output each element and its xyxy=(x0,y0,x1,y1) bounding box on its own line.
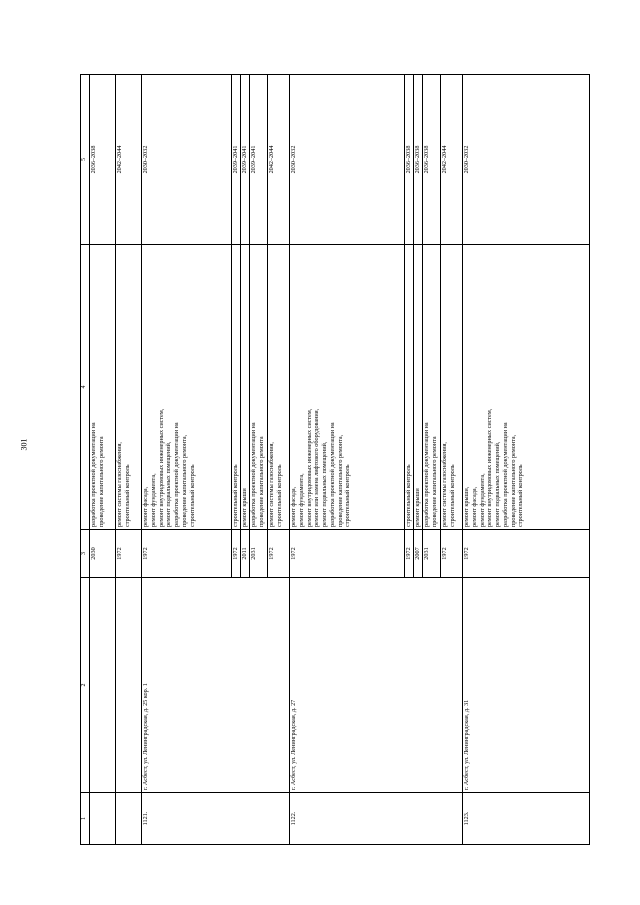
capital-repair-table xyxy=(80,74,590,845)
work-cell: ремонт системы газоснабжения, строительный контроль xyxy=(268,245,290,530)
work-cell: ремонт системы газоснабжения, строительный контроль xyxy=(441,245,463,530)
table-row xyxy=(463,75,590,845)
year-cell: 2031 xyxy=(423,530,441,578)
year-cell: 1972 xyxy=(441,530,463,578)
period-cell: 2030–2032 xyxy=(290,75,405,245)
work-cell: разработка проектной документации на проведение капитального ремонта xyxy=(90,245,116,530)
table-row xyxy=(90,75,116,845)
page-number: 301 xyxy=(19,438,29,451)
work-cell: ремонт системы газоснабжения, строительный контроль xyxy=(116,245,142,530)
year-cell: 1972 xyxy=(268,530,290,578)
table-row xyxy=(116,75,142,845)
header-col-3: 3 xyxy=(81,530,90,578)
rotated-table-container xyxy=(80,75,590,845)
period-cell: 2039–2041 xyxy=(241,75,250,245)
period-cell: 2042–2044 xyxy=(441,75,463,245)
header-col-5: 5 xyxy=(81,75,90,245)
row-number: 1123. xyxy=(463,793,590,845)
period-cell: 2036–2038 xyxy=(423,75,441,245)
work-cell: строительный контроль xyxy=(405,245,414,530)
row-number: 1122. xyxy=(290,793,463,845)
year-cell: 1972 xyxy=(405,530,414,578)
address-cell: г. Асбест, ул. Ленинградская, д. 27 xyxy=(290,578,463,793)
year-cell: 1972 xyxy=(290,530,405,578)
year-cell: 2030 xyxy=(90,530,116,578)
year-cell: 1972 xyxy=(463,530,590,578)
work-cell: разработка проектной документации на проведение капитального ремонта xyxy=(423,245,441,530)
period-cell: 2030–2032 xyxy=(463,75,590,245)
work-cell: ремонт крыши, ремонт фасада, ремонт фундамента, ремонт внутридомовых инженерных систем, ремонт подвальных помещений, разработка проектной документации на проведение капитального ремонта, строительный контроль xyxy=(463,245,590,530)
header-col-1: 1 xyxy=(81,793,90,845)
period-cell: 2039–2041 xyxy=(250,75,268,245)
address-cell: г. Асбест, ул. Ленинградская, д. 25 кор. 1 xyxy=(142,578,290,793)
work-cell: ремонт фасада, ремонт фундамента, ремонт внутридомовых инженерных систем, ремонт подвальных помещений, разработка проектной документации на проведение капитального ремонта, строительный контроль xyxy=(142,245,232,530)
header-col-4: 4 xyxy=(81,245,90,530)
header-row xyxy=(81,75,90,845)
year-cell: 1972 xyxy=(116,530,142,578)
work-cell: ремонт фасада, ремонт фундамента, ремонт внутридомовых инженерных систем, ремонт или замена лифтового оборудования, ремонт подвальных помещений, разработка проектной документации на проведение капитального ремонта, строительный контроль xyxy=(290,245,405,530)
work-cell: строительный контроль xyxy=(232,245,241,530)
year-cell: 2011 xyxy=(241,530,250,578)
work-cell: ремонт крыши xyxy=(241,245,250,530)
year-cell: 1972 xyxy=(142,530,232,578)
header-col-2: 2 xyxy=(81,578,90,793)
period-cell: 2036–2038 xyxy=(405,75,414,245)
period-cell: 2042–2044 xyxy=(268,75,290,245)
period-cell: 2036–2038 xyxy=(414,75,423,245)
table-row xyxy=(290,75,405,845)
address-cell: г. Асбест, ул. Ленинградская, д. 31 xyxy=(463,578,590,793)
work-cell: разработка проектной документации на проведение капитального ремонта xyxy=(250,245,268,530)
period-cell: 2030–2032 xyxy=(142,75,232,245)
period-cell: 2039–2041 xyxy=(232,75,241,245)
year-cell: 2031 xyxy=(250,530,268,578)
row-number: 1121. xyxy=(142,793,290,845)
table-row xyxy=(142,75,232,845)
work-cell: ремонт крыши xyxy=(414,245,423,530)
year-cell: 1972 xyxy=(232,530,241,578)
period-cell: 2042–2044 xyxy=(116,75,142,245)
year-cell: 2007 xyxy=(414,530,423,578)
period-cell: 2036–2038 xyxy=(90,75,116,245)
